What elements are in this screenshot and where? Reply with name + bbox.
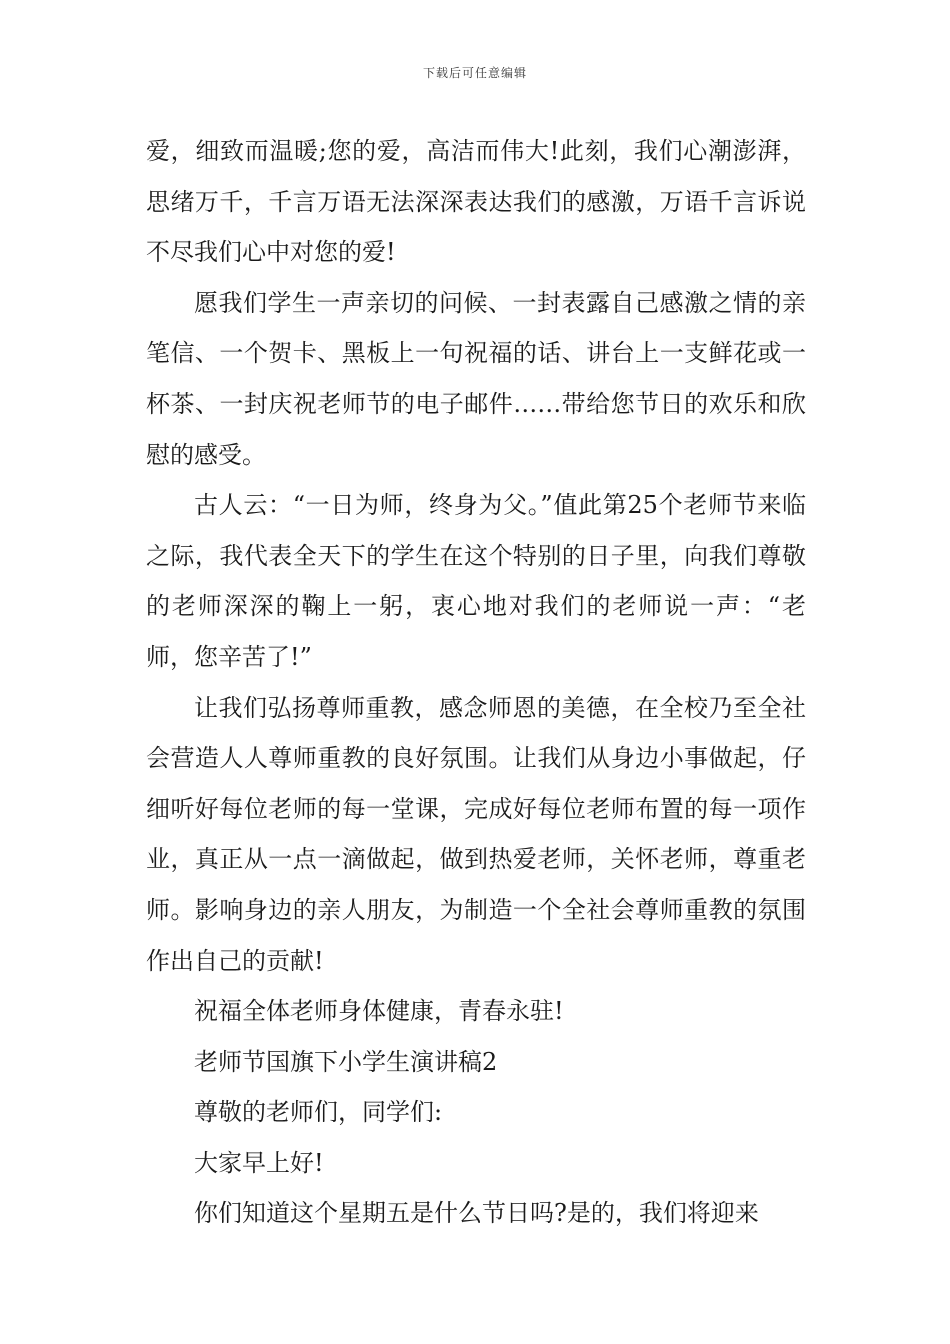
paragraph-blessing: 祝福全体老师身体健康，青春永驻!	[194, 997, 564, 1026]
document-body	[146, 126, 806, 1239]
paragraph-wishes: 愿我们学生一声亲切的问候、一封表露自己感激之情的亲笔信、一个贺卡、黑板上一句祝福的话、讲台上一支鲜花或一杯茶、一封庆祝老师节的电子邮件……带给您节日的欢乐和欣慰的感受。	[146, 288, 806, 469]
paragraph-ancient-saying: 古人云：“一日为师，终身为父。”值此第25个老师节来临之际，我代表全天下的学生在这个特别的日子里，向我们尊敬的老师深深的鞠上一躬，衷心地对我们的老师说一声：“老师，您辛苦了!”	[146, 491, 806, 671]
greeting: 大家早上好!	[194, 1148, 324, 1177]
salutation: 尊敬的老师们，同学们:	[194, 1098, 443, 1127]
page-header-note: 下载后可任意编辑	[422, 66, 527, 80]
paragraph-respect-teachers: 让我们弘扬尊师重教，感念师恩的美德，在全校乃至全社会营造人人尊师重教的良好氛围。让我们从身边小事做起，仔细听好每位老师的每一堂课，完成好每位老师布置的每一项作业，真正从一点一滴做起，做到热爱老师，关怀老师，尊重老师。影响身边的亲人朋友，为制造一个全社会尊师重教的氛围作出自己的贡献!	[146, 693, 806, 975]
paragraph-question: 你们知道这个星期五是什么节日吗?是的，我们将迎来	[194, 1199, 759, 1228]
speech-title-2: 老师节国旗下小学生演讲稿2	[194, 1047, 498, 1076]
paragraph-continuation: 爱，细致而温暖;您的爱，高洁而伟大!此刻，我们心潮澎湃，思绪万千，千言万语无法深深表达我们的感激，万语千言诉说不尽我们心中对您的爱!	[146, 137, 806, 267]
